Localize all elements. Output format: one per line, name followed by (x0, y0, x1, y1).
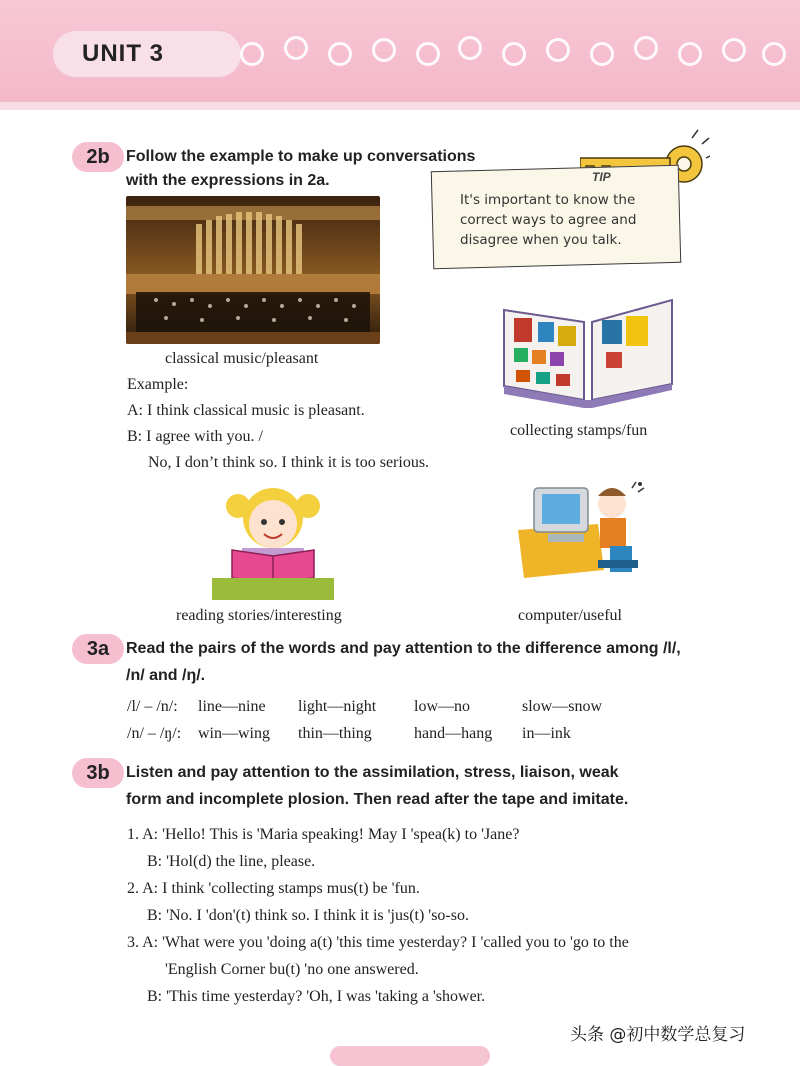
instruction-3a-line2: /n/ and /ŋ/. (126, 667, 206, 684)
phonics-row1-label: /l/ – /n/: (127, 698, 178, 715)
tip-text (460, 190, 675, 250)
instruction-3b-line1: Listen and pay attention to the assimilation, stress, liaison, weak (126, 764, 619, 781)
instruction-2b-line1: Follow the example to make up conversations (126, 148, 476, 165)
stamp-album-illustration (498, 290, 678, 415)
section-badge-2b: 2b (72, 142, 124, 172)
dialogue-line: 2. A: I think 'collecting stamps mus(t) be 'fun. (127, 880, 420, 897)
header-divider (0, 102, 800, 110)
caption-classical-music: classical music/pleasant (165, 350, 319, 367)
example-label: Example: (127, 376, 189, 393)
example-line-b: B: I agree with you. / (127, 428, 263, 445)
dialogue-line: B: 'This time yesterday? 'Oh, I was 'taking a 'shower. (147, 988, 486, 1005)
unit-title: UNIT 3 (82, 40, 165, 67)
caption-reading-stories: reading stories/interesting (176, 607, 342, 624)
dialogue-line: 'English Corner bu(t) 'no one answered. (165, 961, 419, 978)
caption-computer: computer/useful (518, 607, 622, 624)
dialogue-line: 3. A: 'What were you 'doing a(t) 'this time yesterday? I 'called you to 'go to the (127, 934, 629, 951)
word-pair: in—ink (522, 725, 571, 742)
page-number-tab (330, 1046, 490, 1066)
example-line-a: A: I think classical music is pleasant. (127, 402, 365, 419)
dialogue-line: B: 'No. I 'don'(t) think so. I think it is 'jus(t) 'so-so. (147, 907, 469, 924)
girl-reading-illustration (212, 478, 334, 605)
tip-line: It's important to know the (460, 192, 636, 208)
word-pair: thin—thing (298, 725, 372, 742)
tip-line: correct ways to agree and (460, 212, 637, 228)
section-badge-3a: 3a (72, 634, 124, 664)
tip-line: disagree when you talk. (460, 232, 622, 248)
dialogue-line: B: 'Hol(d) the line, please. (147, 853, 316, 870)
concert-hall-photo (126, 196, 380, 344)
dialogue-line: 1. A: 'Hello! This is 'Maria speaking! May I 'spea(k) to 'Jane? (127, 826, 520, 843)
example-line-b-alt: No, I don’t think so. I think it is too serious. (148, 454, 430, 471)
word-pair: win—wing (198, 725, 270, 742)
word-pair: hand—hang (414, 725, 493, 742)
word-pair: line—nine (198, 698, 266, 715)
word-pair: low—no (414, 698, 470, 715)
phonics-row2-label: /n/ – /ŋ/: (127, 725, 182, 742)
tip-label: TIP (592, 170, 611, 184)
instruction-3a-line1: Read the pairs of the words and pay attention to the difference among /l/, (126, 640, 681, 657)
instruction-3b-line2: form and incomplete plosion. Then read after the tape and imitate. (126, 791, 629, 808)
watermark: 头条 @初中数学总复习 (570, 1025, 746, 1045)
section-badge-3b: 3b (72, 758, 124, 788)
instruction-2b-line2: with the expressions in 2a. (126, 172, 330, 189)
boy-computer-illustration (514, 474, 650, 595)
word-pair: slow—snow (522, 698, 603, 715)
caption-collecting-stamps: collecting stamps/fun (510, 422, 648, 439)
word-pair: light—night (298, 698, 377, 715)
